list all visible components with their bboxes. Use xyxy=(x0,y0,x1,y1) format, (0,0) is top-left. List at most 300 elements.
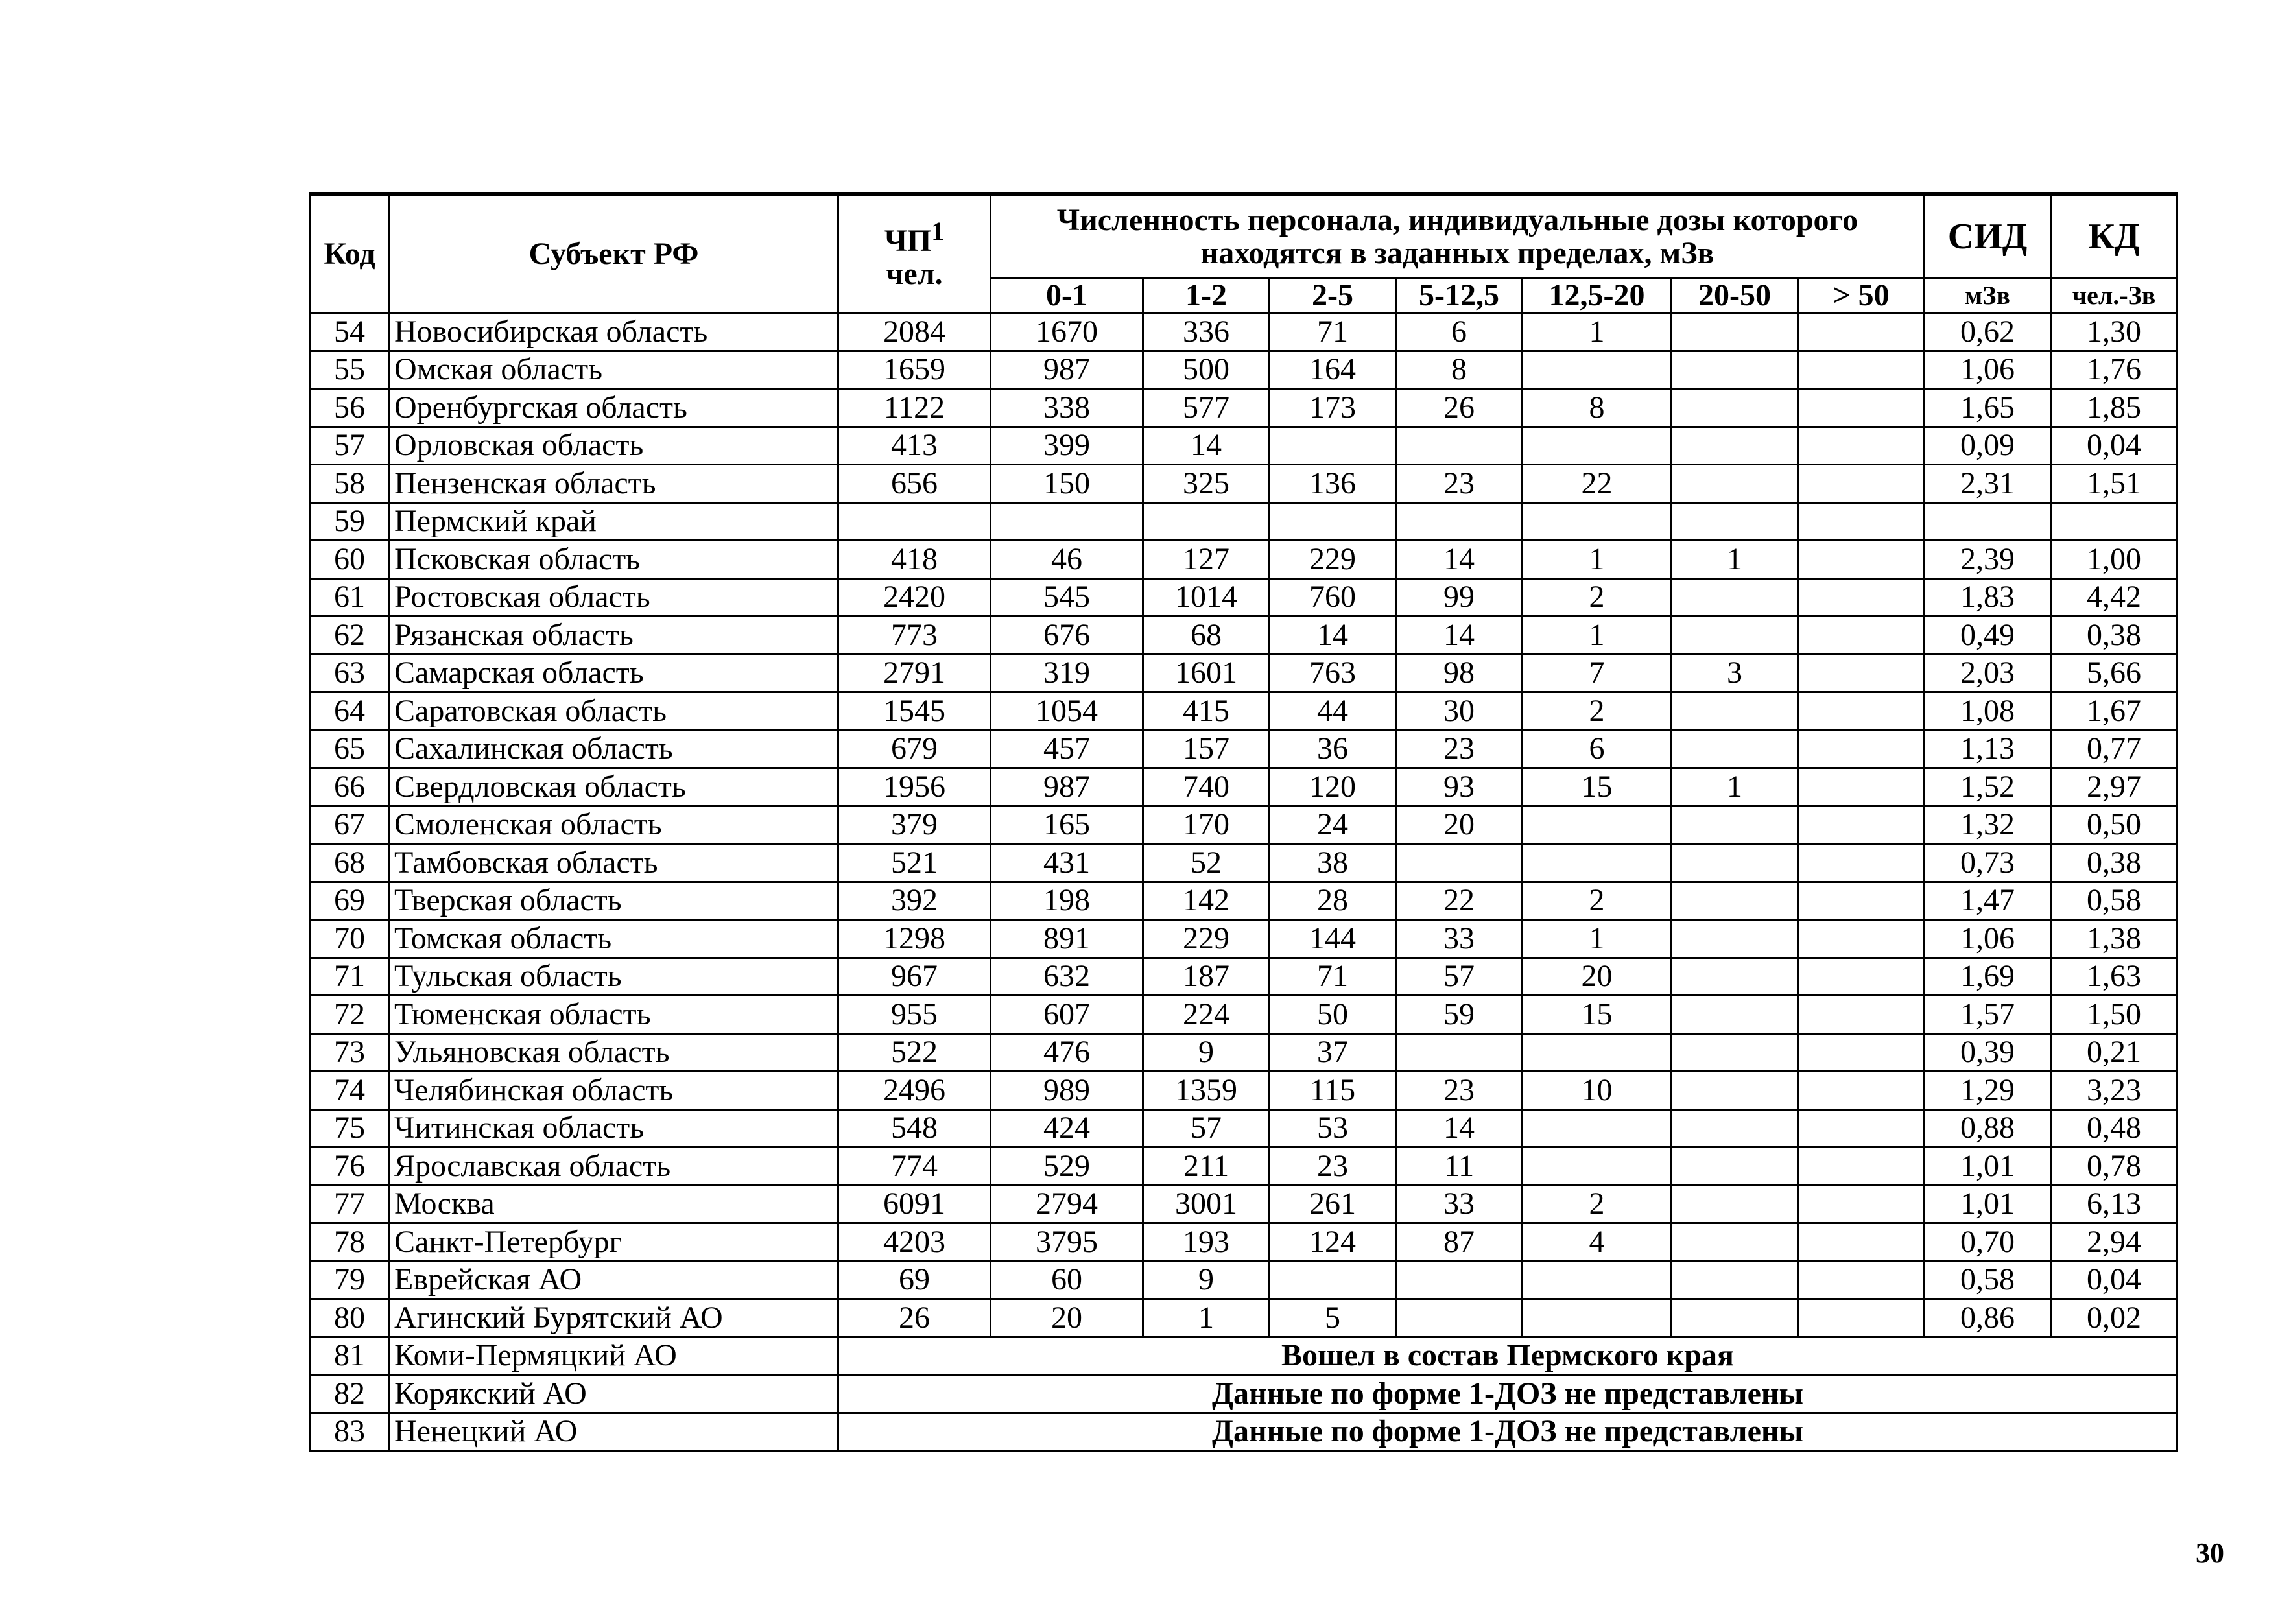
row-range-1: 14 xyxy=(1143,427,1270,465)
row-range-4: 20 xyxy=(1523,958,1672,996)
row-range-3: 26 xyxy=(1396,389,1523,427)
row-kd: 5,66 xyxy=(2051,654,2177,692)
header-chp-label: ЧП xyxy=(884,224,932,259)
row-range-4: 1 xyxy=(1523,541,1672,579)
header-kd-unit: чел.-Зв xyxy=(2051,279,2177,313)
row-subject: Читинская область xyxy=(390,1109,838,1147)
row-range-3 xyxy=(1396,427,1523,465)
row-range-5 xyxy=(1672,996,1798,1034)
row-range-3 xyxy=(1396,502,1523,541)
row-code: 80 xyxy=(310,1299,390,1337)
row-range-4: 2 xyxy=(1523,1185,1672,1223)
row-range-0: 165 xyxy=(991,806,1143,844)
row-range-2: 763 xyxy=(1270,654,1396,692)
row-code: 55 xyxy=(310,351,390,389)
row-subject: Еврейская АО xyxy=(390,1261,838,1299)
row-range-5 xyxy=(1672,502,1798,541)
table-row xyxy=(310,1223,2177,1262)
row-subject: Ярославская область xyxy=(390,1147,838,1186)
row-range-4 xyxy=(1523,351,1672,389)
row-subject: Тверская область xyxy=(390,882,838,920)
row-kd: 1,67 xyxy=(2051,692,2177,731)
row-chp: 4203 xyxy=(838,1223,991,1262)
row-range-0: 319 xyxy=(991,654,1143,692)
row-range-3: 33 xyxy=(1396,1185,1523,1223)
header-sid: СИД xyxy=(1925,194,2051,279)
table-row xyxy=(310,389,2177,427)
row-range-2: 44 xyxy=(1270,692,1396,731)
row-kd: 1,50 xyxy=(2051,996,2177,1034)
row-range-2: 28 xyxy=(1270,882,1396,920)
row-range-1: 157 xyxy=(1143,730,1270,768)
row-chp: 955 xyxy=(838,996,991,1034)
row-range-4: 10 xyxy=(1523,1072,1672,1110)
row-range-1: 1 xyxy=(1143,1299,1270,1337)
row-range-0: 457 xyxy=(991,730,1143,768)
row-subject: Сахалинская область xyxy=(390,730,838,768)
row-range-1: 577 xyxy=(1143,389,1270,427)
header-kd: КД xyxy=(2051,194,2177,279)
row-sid: 1,01 xyxy=(1925,1147,2051,1186)
row-range-1: 229 xyxy=(1143,920,1270,958)
row-subject: Корякский АО xyxy=(390,1375,838,1413)
table-row xyxy=(310,882,2177,920)
row-range-1: 52 xyxy=(1143,844,1270,882)
row-chp: 2420 xyxy=(838,578,991,617)
row-range-6 xyxy=(1798,806,1925,844)
table-body xyxy=(310,313,2177,1451)
row-range-2: 71 xyxy=(1270,958,1396,996)
row-sid: 2,03 xyxy=(1925,654,2051,692)
table-row xyxy=(310,844,2177,882)
table-row xyxy=(310,730,2177,768)
row-range-1: 68 xyxy=(1143,617,1270,655)
row-range-2: 115 xyxy=(1270,1072,1396,1110)
header-subject: Субъект РФ xyxy=(390,194,838,313)
row-range-4 xyxy=(1523,502,1672,541)
row-range-5 xyxy=(1672,882,1798,920)
row-range-3: 20 xyxy=(1396,806,1523,844)
row-range-4: 7 xyxy=(1523,654,1672,692)
row-range-2: 38 xyxy=(1270,844,1396,882)
row-chp: 679 xyxy=(838,730,991,768)
row-range-2: 229 xyxy=(1270,541,1396,579)
row-chp: 522 xyxy=(838,1033,991,1072)
row-range-0 xyxy=(991,502,1143,541)
table-row xyxy=(310,617,2177,655)
row-range-0: 46 xyxy=(991,541,1143,579)
row-range-6 xyxy=(1798,502,1925,541)
header-chp-footnote: 1 xyxy=(931,217,945,246)
row-chp: 1298 xyxy=(838,920,991,958)
header-code: Код xyxy=(310,194,390,313)
row-range-6 xyxy=(1798,768,1925,806)
row-range-0: 338 xyxy=(991,389,1143,427)
row-kd: 1,85 xyxy=(2051,389,2177,427)
row-range-5 xyxy=(1672,313,1798,351)
table-row xyxy=(310,1147,2177,1186)
row-kd: 1,30 xyxy=(2051,313,2177,351)
table-row xyxy=(310,351,2177,389)
row-code: 76 xyxy=(310,1147,390,1186)
header-chp xyxy=(838,194,991,313)
row-sid: 0,49 xyxy=(1925,617,2051,655)
row-sid: 0,70 xyxy=(1925,1223,2051,1262)
row-sid: 1,69 xyxy=(1925,958,2051,996)
row-range-0: 424 xyxy=(991,1109,1143,1147)
row-subject: Оренбургская область xyxy=(390,389,838,427)
header-chp-unit: чел. xyxy=(886,256,943,291)
table-row xyxy=(310,1072,2177,1110)
row-range-4 xyxy=(1523,844,1672,882)
row-kd: 0,38 xyxy=(2051,617,2177,655)
row-kd: 0,50 xyxy=(2051,806,2177,844)
row-range-3: 8 xyxy=(1396,351,1523,389)
row-range-3: 11 xyxy=(1396,1147,1523,1186)
table-row xyxy=(310,313,2177,351)
row-sid: 1,52 xyxy=(1925,768,2051,806)
row-chp: 774 xyxy=(838,1147,991,1186)
row-kd: 0,58 xyxy=(2051,882,2177,920)
table-row xyxy=(310,1033,2177,1072)
table-row xyxy=(310,806,2177,844)
row-chp: 69 xyxy=(838,1261,991,1299)
row-range-4: 22 xyxy=(1523,465,1672,503)
row-sid xyxy=(1925,502,2051,541)
row-kd: 1,38 xyxy=(2051,920,2177,958)
table-row xyxy=(310,1413,2177,1451)
table-row xyxy=(310,996,2177,1034)
row-range-6 xyxy=(1798,578,1925,617)
row-range-1: 193 xyxy=(1143,1223,1270,1262)
row-range-4 xyxy=(1523,1033,1672,1072)
row-range-1: 500 xyxy=(1143,351,1270,389)
row-chp: 6091 xyxy=(838,1185,991,1223)
row-range-1: 57 xyxy=(1143,1109,1270,1147)
row-sid: 0,73 xyxy=(1925,844,2051,882)
row-range-1: 3001 xyxy=(1143,1185,1270,1223)
row-range-2: 136 xyxy=(1270,465,1396,503)
row-range-5 xyxy=(1672,692,1798,731)
row-range-2 xyxy=(1270,1261,1396,1299)
row-range-5 xyxy=(1672,1223,1798,1262)
row-subject: Ненецкий АО xyxy=(390,1413,838,1451)
row-kd: 0,38 xyxy=(2051,844,2177,882)
row-range-1: 740 xyxy=(1143,768,1270,806)
row-subject: Саратовская область xyxy=(390,692,838,731)
row-range-6 xyxy=(1798,313,1925,351)
row-code: 64 xyxy=(310,692,390,731)
row-sid: 1,29 xyxy=(1925,1072,2051,1110)
row-range-3: 57 xyxy=(1396,958,1523,996)
row-range-6 xyxy=(1798,465,1925,503)
row-range-4: 1 xyxy=(1523,920,1672,958)
row-kd: 0,04 xyxy=(2051,1261,2177,1299)
row-code: 83 xyxy=(310,1413,390,1451)
header-range-2: 2-5 xyxy=(1270,279,1396,313)
row-code: 54 xyxy=(310,313,390,351)
table-row xyxy=(310,920,2177,958)
row-range-1: 211 xyxy=(1143,1147,1270,1186)
row-range-1: 325 xyxy=(1143,465,1270,503)
row-code: 68 xyxy=(310,844,390,882)
table-row xyxy=(310,427,2177,465)
row-code: 59 xyxy=(310,502,390,541)
row-sid: 1,65 xyxy=(1925,389,2051,427)
row-sid: 0,09 xyxy=(1925,427,2051,465)
table-row xyxy=(310,768,2177,806)
row-sid: 1,83 xyxy=(1925,578,2051,617)
row-range-6 xyxy=(1798,996,1925,1034)
row-range-0: 1054 xyxy=(991,692,1143,731)
row-range-0: 989 xyxy=(991,1072,1143,1110)
row-range-2: 144 xyxy=(1270,920,1396,958)
row-range-3: 98 xyxy=(1396,654,1523,692)
row-code: 72 xyxy=(310,996,390,1034)
row-range-5 xyxy=(1672,958,1798,996)
row-range-1: 127 xyxy=(1143,541,1270,579)
row-sid: 1,01 xyxy=(1925,1185,2051,1223)
row-range-1: 1601 xyxy=(1143,654,1270,692)
row-range-0: 545 xyxy=(991,578,1143,617)
row-range-0: 529 xyxy=(991,1147,1143,1186)
row-kd: 2,94 xyxy=(2051,1223,2177,1262)
row-chp: 413 xyxy=(838,427,991,465)
row-kd: 0,02 xyxy=(2051,1299,2177,1337)
row-range-6 xyxy=(1798,541,1925,579)
row-range-4: 2 xyxy=(1523,882,1672,920)
row-range-1: 187 xyxy=(1143,958,1270,996)
row-range-5 xyxy=(1672,1299,1798,1337)
row-subject: Санкт-Петербург xyxy=(390,1223,838,1262)
row-code: 82 xyxy=(310,1375,390,1413)
row-range-5 xyxy=(1672,578,1798,617)
row-kd: 0,04 xyxy=(2051,427,2177,465)
row-range-0: 987 xyxy=(991,768,1143,806)
row-code: 77 xyxy=(310,1185,390,1223)
row-range-2: 71 xyxy=(1270,313,1396,351)
row-subject: Псковская область xyxy=(390,541,838,579)
row-range-5 xyxy=(1672,806,1798,844)
row-range-6 xyxy=(1798,654,1925,692)
row-chp: 967 xyxy=(838,958,991,996)
row-range-6 xyxy=(1798,1299,1925,1337)
row-subject: Свердловская область xyxy=(390,768,838,806)
row-range-2 xyxy=(1270,427,1396,465)
row-range-6 xyxy=(1798,1147,1925,1186)
row-range-6 xyxy=(1798,1185,1925,1223)
row-sid: 2,31 xyxy=(1925,465,2051,503)
row-range-5 xyxy=(1672,1261,1798,1299)
header-range-1: 1-2 xyxy=(1143,279,1270,313)
row-code: 60 xyxy=(310,541,390,579)
row-range-2: 36 xyxy=(1270,730,1396,768)
row-range-3: 6 xyxy=(1396,313,1523,351)
row-range-0: 60 xyxy=(991,1261,1143,1299)
row-kd: 0,21 xyxy=(2051,1033,2177,1072)
row-range-6 xyxy=(1798,427,1925,465)
row-subject: Агинский Бурятский АО xyxy=(390,1299,838,1337)
row-range-0: 676 xyxy=(991,617,1143,655)
row-range-4: 6 xyxy=(1523,730,1672,768)
row-range-6 xyxy=(1798,882,1925,920)
row-range-3: 93 xyxy=(1396,768,1523,806)
row-merged-note: Данные по форме 1-ДОЗ не представлены xyxy=(838,1375,2177,1413)
row-chp: 418 xyxy=(838,541,991,579)
row-range-1: 1014 xyxy=(1143,578,1270,617)
row-code: 78 xyxy=(310,1223,390,1262)
row-kd: 0,77 xyxy=(2051,730,2177,768)
row-range-3: 14 xyxy=(1396,1109,1523,1147)
row-range-4: 1 xyxy=(1523,313,1672,351)
row-range-5: 3 xyxy=(1672,654,1798,692)
table-row xyxy=(310,1261,2177,1299)
row-range-5 xyxy=(1672,1147,1798,1186)
row-range-5: 1 xyxy=(1672,768,1798,806)
table-row xyxy=(310,1337,2177,1375)
page-number: 30 xyxy=(2196,1537,2224,1569)
row-kd: 2,97 xyxy=(2051,768,2177,806)
row-subject: Новосибирская область xyxy=(390,313,838,351)
row-range-3: 23 xyxy=(1396,1072,1523,1110)
row-range-2: 23 xyxy=(1270,1147,1396,1186)
row-sid: 0,62 xyxy=(1925,313,2051,351)
row-range-2: 173 xyxy=(1270,389,1396,427)
row-range-5 xyxy=(1672,844,1798,882)
row-range-2: 53 xyxy=(1270,1109,1396,1147)
row-sid: 1,32 xyxy=(1925,806,2051,844)
row-range-4 xyxy=(1523,427,1672,465)
row-range-2: 164 xyxy=(1270,351,1396,389)
row-range-2: 37 xyxy=(1270,1033,1396,1072)
row-chp: 548 xyxy=(838,1109,991,1147)
table-row xyxy=(310,578,2177,617)
row-sid: 1,06 xyxy=(1925,351,2051,389)
row-code: 63 xyxy=(310,654,390,692)
row-range-5 xyxy=(1672,1185,1798,1223)
row-sid: 0,86 xyxy=(1925,1299,2051,1337)
row-sid: 1,47 xyxy=(1925,882,2051,920)
row-range-2: 760 xyxy=(1270,578,1396,617)
header-range-4: 12,5-20 xyxy=(1523,279,1672,313)
row-range-4 xyxy=(1523,1261,1672,1299)
row-kd: 1,76 xyxy=(2051,351,2177,389)
table-row xyxy=(310,1299,2177,1337)
row-range-3: 14 xyxy=(1396,617,1523,655)
row-subject: Пермский край xyxy=(390,502,838,541)
row-sid: 0,39 xyxy=(1925,1033,2051,1072)
row-range-4 xyxy=(1523,1299,1672,1337)
row-range-0: 150 xyxy=(991,465,1143,503)
row-chp xyxy=(838,502,991,541)
row-subject: Коми-Пермяцкий АО xyxy=(390,1337,838,1375)
table-row xyxy=(310,1109,2177,1147)
row-range-2: 14 xyxy=(1270,617,1396,655)
row-range-1: 1359 xyxy=(1143,1072,1270,1110)
row-code: 65 xyxy=(310,730,390,768)
row-range-5 xyxy=(1672,730,1798,768)
row-range-5 xyxy=(1672,920,1798,958)
row-sid: 0,88 xyxy=(1925,1109,2051,1147)
row-range-5 xyxy=(1672,1033,1798,1072)
row-chp: 521 xyxy=(838,844,991,882)
row-kd: 1,51 xyxy=(2051,465,2177,503)
row-range-3: 23 xyxy=(1396,730,1523,768)
row-range-0: 607 xyxy=(991,996,1143,1034)
row-range-3: 22 xyxy=(1396,882,1523,920)
row-sid: 2,39 xyxy=(1925,541,2051,579)
header-range-5: 20-50 xyxy=(1672,279,1798,313)
row-merged-note: Вошел в состав Пермского края xyxy=(838,1337,2177,1375)
row-sid: 1,57 xyxy=(1925,996,2051,1034)
table-row xyxy=(310,1185,2177,1223)
row-range-0: 431 xyxy=(991,844,1143,882)
row-range-4: 4 xyxy=(1523,1223,1672,1262)
row-range-6 xyxy=(1798,730,1925,768)
row-merged-note: Данные по форме 1-ДОЗ не представлены xyxy=(838,1413,2177,1451)
row-subject: Ростовская область xyxy=(390,578,838,617)
row-range-1 xyxy=(1143,502,1270,541)
row-range-1: 9 xyxy=(1143,1261,1270,1299)
row-chp: 1545 xyxy=(838,692,991,731)
row-range-6 xyxy=(1798,389,1925,427)
row-range-3 xyxy=(1396,844,1523,882)
row-range-1: 224 xyxy=(1143,996,1270,1034)
row-range-5 xyxy=(1672,351,1798,389)
row-range-4: 2 xyxy=(1523,692,1672,731)
row-range-0: 632 xyxy=(991,958,1143,996)
table-row xyxy=(310,541,2177,579)
row-sid: 1,08 xyxy=(1925,692,2051,731)
row-code: 66 xyxy=(310,768,390,806)
row-subject: Тамбовская область xyxy=(390,844,838,882)
row-range-0: 2794 xyxy=(991,1185,1143,1223)
row-range-0: 476 xyxy=(991,1033,1143,1072)
row-range-6 xyxy=(1798,1261,1925,1299)
header-dose-group: Численность персонала, индивидуальные дозы которого находятся в заданных пределах, мЗв xyxy=(991,194,1925,279)
row-subject: Москва xyxy=(390,1185,838,1223)
row-subject: Орловская область xyxy=(390,427,838,465)
row-kd: 0,78 xyxy=(2051,1147,2177,1186)
row-range-2: 124 xyxy=(1270,1223,1396,1262)
row-range-3: 23 xyxy=(1396,465,1523,503)
row-range-0: 198 xyxy=(991,882,1143,920)
row-code: 79 xyxy=(310,1261,390,1299)
row-range-2 xyxy=(1270,502,1396,541)
row-chp: 1956 xyxy=(838,768,991,806)
row-subject: Тульская область xyxy=(390,958,838,996)
row-chp: 773 xyxy=(838,617,991,655)
row-range-6 xyxy=(1798,1223,1925,1262)
row-range-0: 987 xyxy=(991,351,1143,389)
row-subject: Самарская область xyxy=(390,654,838,692)
row-range-3: 87 xyxy=(1396,1223,1523,1262)
row-range-4: 1 xyxy=(1523,617,1672,655)
row-range-0: 20 xyxy=(991,1299,1143,1337)
row-range-3: 30 xyxy=(1396,692,1523,731)
row-range-4 xyxy=(1523,806,1672,844)
row-code: 61 xyxy=(310,578,390,617)
row-range-6 xyxy=(1798,692,1925,731)
row-kd: 4,42 xyxy=(2051,578,2177,617)
row-code: 69 xyxy=(310,882,390,920)
row-range-4: 15 xyxy=(1523,996,1672,1034)
row-range-2: 24 xyxy=(1270,806,1396,844)
row-sid: 0,58 xyxy=(1925,1261,2051,1299)
row-range-6 xyxy=(1798,958,1925,996)
row-range-0: 1670 xyxy=(991,313,1143,351)
row-subject: Тюменская область xyxy=(390,996,838,1034)
